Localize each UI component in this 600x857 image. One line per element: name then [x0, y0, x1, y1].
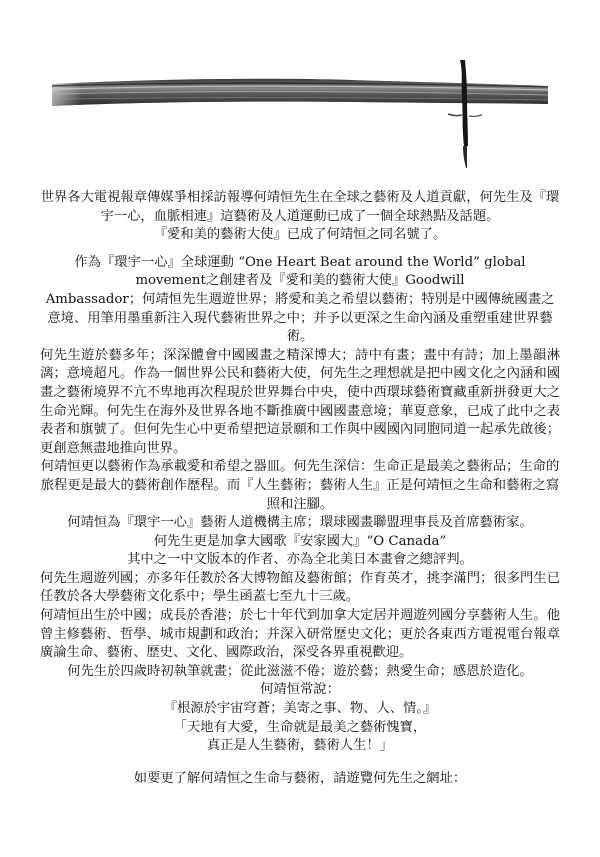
artistic-philosophy-paragraph: 何先生遊於藝多年；深深體會中國國畫之精深博大；詩中有畫；畫中有詩；加上墨韻淋漓；意境超凡。作為一個世界公民和藝術大使，何先生之理想就是把中國文化之內涵和國畫之藝術境界不亢不卑地再次程現於世界舞台中央，使中西環球藝術寶藏重新拼發更大之生命光輝。何先生在海外及世界各地不斷推廣中國國畫意境；華夏意象，已成了此中之表表者和旗號了。但何先生心中更希望把這景願和工作與中國國內同胞同道一起承先啟後；更創意無盡地推向世界。	[40, 347, 560, 456]
early-life-line: 何先生於四歲時初執筆就畫；從此滋滋不倦；遊於藝；熱愛生命；感恩於造化。	[67, 663, 533, 679]
motto-line-3: 真正是人生藝術，藝術人生！」	[206, 738, 394, 754]
ink-brushstroke-artwork	[52, 20, 548, 174]
teaching-paragraph: 何先生週遊列國；亦多年任教於各大博物館及藝術館；作育英才，挑李滿門；很多門生已任教於各大學藝術文化系中；學生函蓋七至九十三歲。	[40, 570, 560, 605]
anthem-line: 何先生更是加拿大國歌『安家國大』“O Canada”	[153, 533, 447, 549]
motto-intro-line: 何靖恒常說：	[260, 682, 340, 698]
website-invitation-line: 如要更了解何靖恒之生命与藝術，請遊覽何先生之網址：	[133, 770, 467, 786]
background-paragraph: 何靖恒出生於中國；成長於香港；於七十年代到加拿大定居并週遊列國分享藝術人生。他曾主修藝術、哲學、城市規劃和政治；并深入研常歷史文化；更於各東西方電視電台報章廣論生命、藝術、歷史、文化、國際政治，深受各界重視歡迎。	[40, 608, 560, 661]
founder-paragraph: 作為『環宇一心』全球運動 “One Heart Beat around the World” global movement之創建者及『愛和美的藝術大使』Goodwill	[74, 254, 526, 289]
life-as-art-paragraph: 何靖恒更以藝術作為承載愛和希望之器皿。何先生深信：生命正是最美之藝術品；生命的旅程更是最大的藝術創作歷程。而『人生藝術；藝術人生』正是何靖恒之生命和藝術之寫照和注腳。	[40, 459, 560, 512]
motto-line-1: 『根源於宇宙穹蒼；美寄之事、物、人、情。』	[163, 701, 437, 717]
chairman-line: 何靖恒為『環宇一心』藝術人道機構主席；環球國畫聯盟理事長及首席藝術家。	[67, 515, 533, 531]
intro-paragraph: 世界各大電視報章傳媒爭相採訪報導何靖恒先生在全球之藝術及人道貢獻，何先生及『環宇一心，血脈相連』這藝術及人道運動已成了一個全球熱點及話題。	[40, 190, 560, 224]
brushstroke-image	[52, 20, 548, 174]
ambassador-title-line: 『愛和美的藝術大使』已成了何靖恒之同名號了。	[153, 227, 447, 243]
anthem-author-line: 其中之一中文版本的作者、亦為全北美日本畫會之總評判。	[127, 552, 473, 568]
biography-text	[40, 189, 560, 788]
motto-line-2: 「天地有大愛，生命就是最美之藝術愧寶，	[173, 719, 427, 735]
ambassador-paragraph: Ambassador；何靖恒先生週遊世界；將愛和美之希望以藝術；特別是中國傳統國畫之意境、用筆用墨重新注入現代藝術世界之中；并予以更深之生命內涵及重塑重建世界藝術。	[45, 291, 555, 345]
